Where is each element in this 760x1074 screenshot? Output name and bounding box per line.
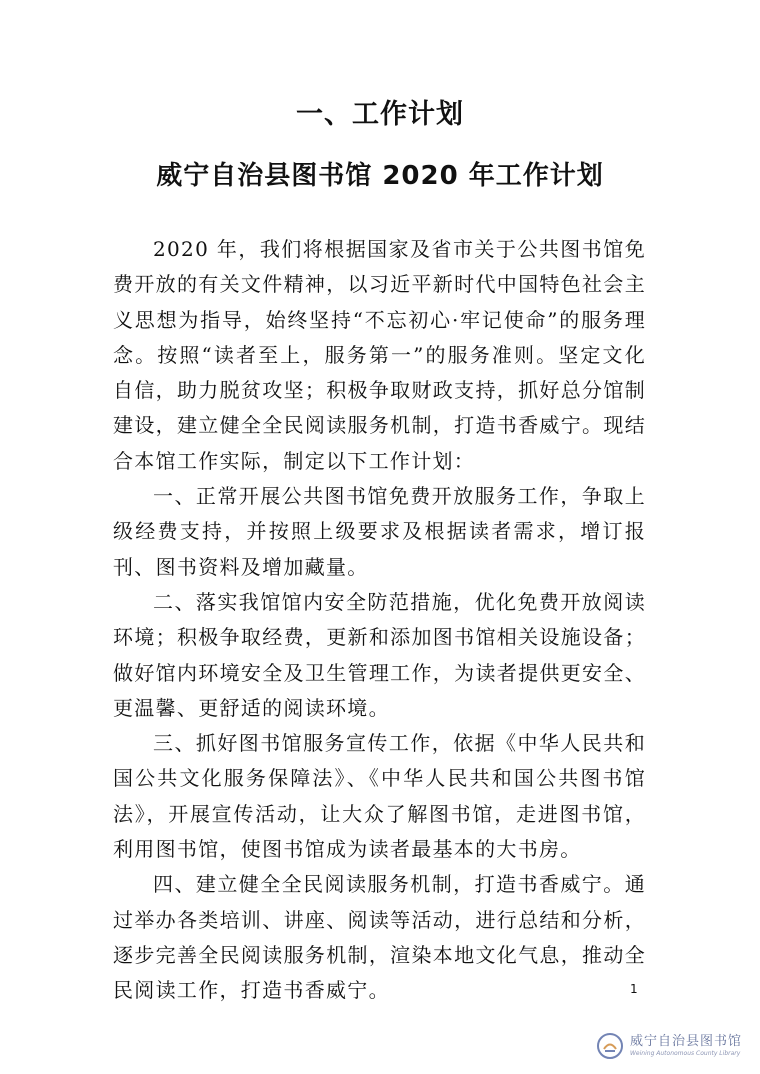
paragraph-intro: 2020 年，我们将根据国家及省市关于公共图书馆免费开放的有关文件精神，以习近平新时代中国特色社会主义思想为指导，始终坚持“不忘初心·牢记使命”的服务理念。按照“读者至上，服务第一”的服务准则。坚定文化自信，助力脱贫攻坚；积极争取财政支持，抓好总分馆制建设，建立健全全民阅读服务机制，打造书香威宁。现结合本馆工作实际，制定以下工作计划： — [113, 237, 646, 473]
library-watermark — [596, 1026, 746, 1066]
paragraph-item-3: 三、抓好图书馆服务宣传工作，依据《中华人民共和国公共文化服务保障法》、《中华人民共和国公共图书馆法》，开展宣传活动，让大众了解图书馆，走进图书馆，利用图书馆，使图书馆成为读者最基本的大书房。 — [113, 731, 646, 862]
paragraph-item-1: 一、正常开展公共图书馆免费开放服务工作，争取上级经费支持，并按照上级要求及根据读者需求，增订报刊、图书资料及增加藏量。 — [113, 484, 646, 579]
document-title: 威宁自治县图书馆 2020 年工作计划 — [156, 161, 604, 191]
paragraph-item-2: 二、落实我馆馆内安全防范措施，优化免费开放阅读环境；积极争取经费，更新和添加图书馆相关设施设备；做好馆内环境安全及卫生管理工作，为读者提供更安全、更温馨、更舒适的阅读环境。 — [113, 589, 646, 720]
watermark-name-cn: 威宁自治县图书馆 — [630, 1034, 743, 1049]
section-title: 一、工作计划 — [296, 99, 464, 130]
watermark-name-en: Weining Autonomous County Library — [630, 1050, 741, 1057]
document-body — [113, 232, 646, 1009]
page-number: 1 — [630, 982, 638, 996]
library-logo-icon — [596, 1032, 624, 1060]
paragraph-item-4: 四、建立健全全民阅读服务机制，打造书香威宁。通过举办各类培训、讲座、阅读等活动，进行总结和分析，逐步完善全民阅读服务机制，渲染本地文化气息，推动全民阅读工作，打造书香威宁。 — [113, 872, 646, 1003]
